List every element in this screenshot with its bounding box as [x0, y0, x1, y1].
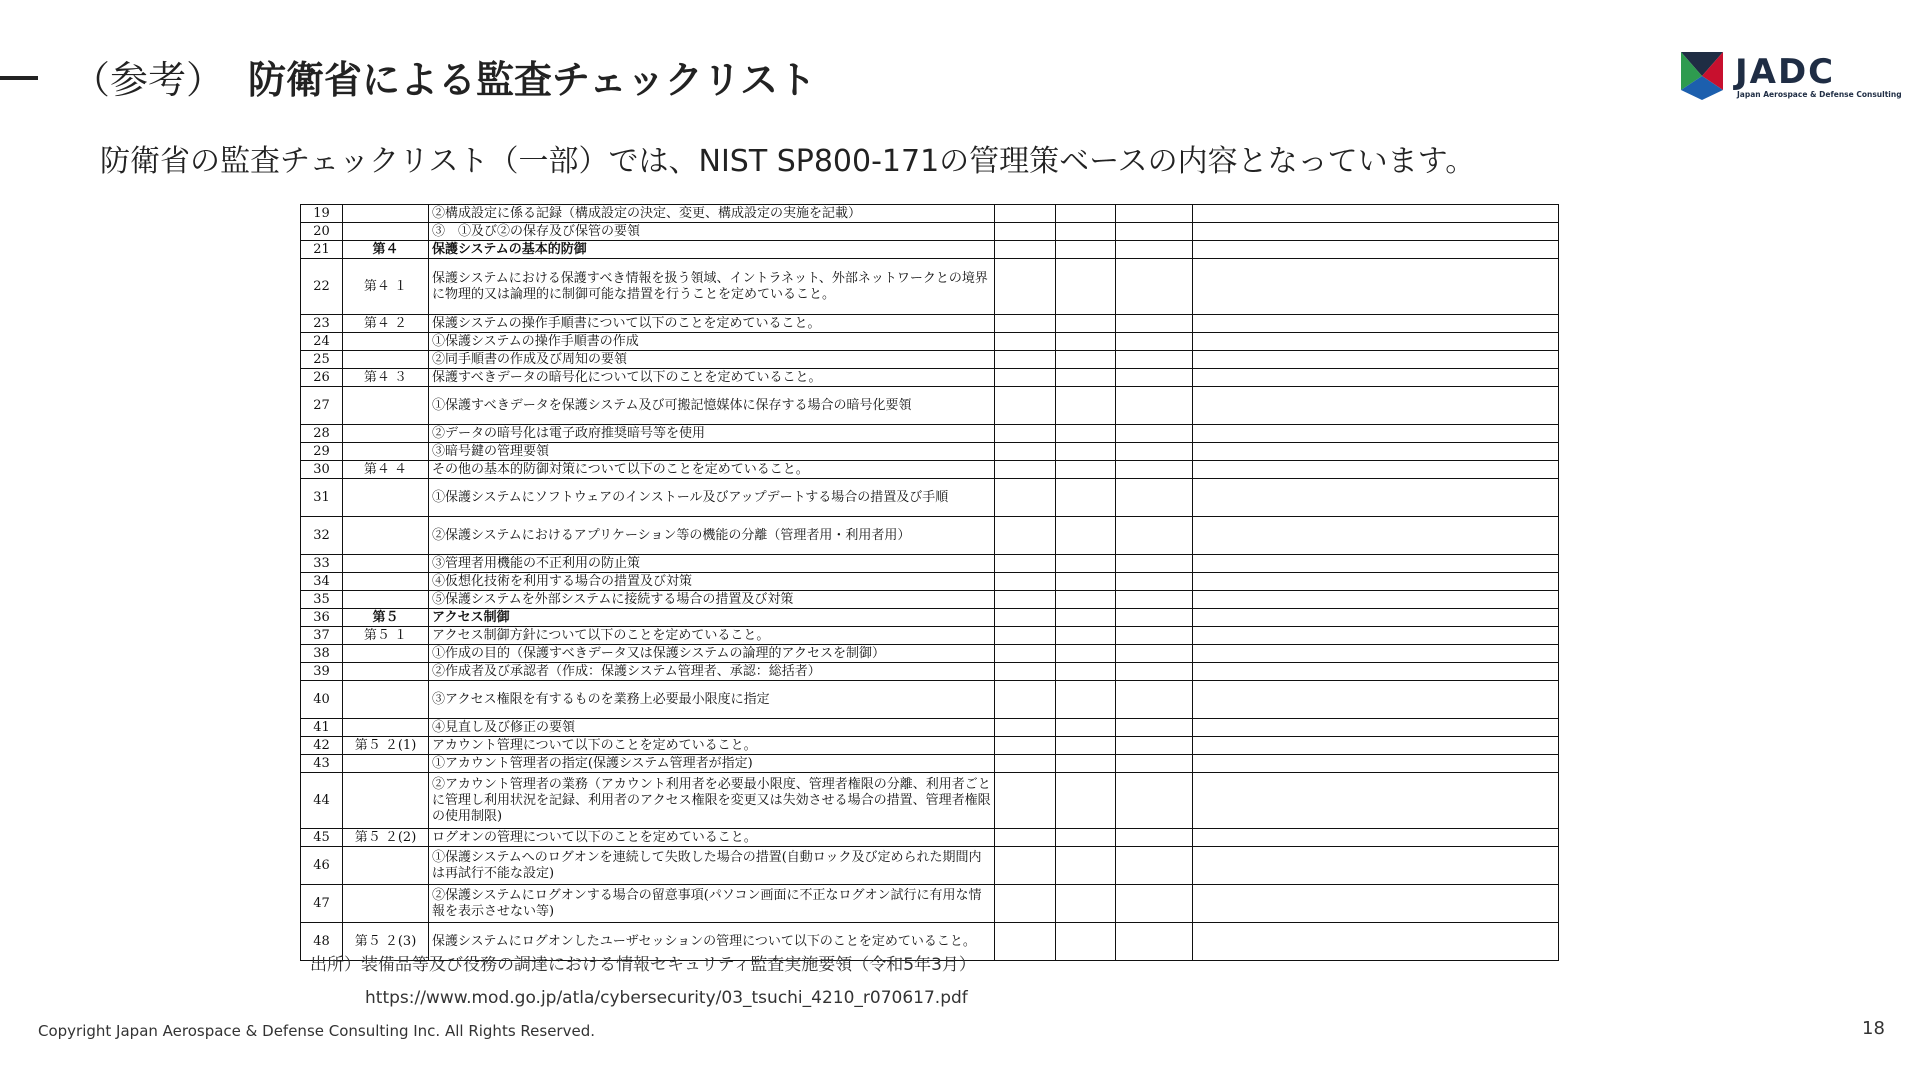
- remarks-cell: [1193, 425, 1559, 443]
- row-number-cell: 20: [301, 223, 343, 241]
- remarks-cell: [1193, 609, 1559, 627]
- check-cell-3: [1116, 333, 1193, 351]
- check-cell-1: [995, 333, 1056, 351]
- check-cell-3: [1116, 829, 1193, 847]
- remarks-cell: [1193, 755, 1559, 773]
- section-cell: [343, 517, 429, 555]
- requirement-text-cell: 保護システムにログオンしたユーザセッションの管理について以下のことを定めていること。: [429, 923, 995, 961]
- audit-checklist-table: [300, 204, 1559, 961]
- section-cell: [343, 443, 429, 461]
- check-cell-3: [1116, 315, 1193, 333]
- requirement-text-cell: ③管理者用機能の不正利用の防止策: [429, 555, 995, 573]
- table-row: [301, 479, 1559, 517]
- check-cell-1: [995, 755, 1056, 773]
- check-cell-1: [995, 387, 1056, 425]
- requirement-text-cell: ④見直し及び修正の要領: [429, 719, 995, 737]
- jadc-logo: [1677, 50, 1902, 105]
- table-row: [301, 885, 1559, 923]
- section-cell: 第４: [343, 241, 429, 259]
- remarks-cell: [1193, 923, 1559, 961]
- requirement-text-cell: 保護システムにおける保護すべき情報を扱う領域、イントラネット、外部ネットワークとの境界に物理的又は論理的に制御可能な措置を行うことを定めていること。: [429, 259, 995, 315]
- requirement-text-cell: ①保護システムにソフトウェアのインストール及びアップデートする場合の措置及び手順: [429, 479, 995, 517]
- table-row: [301, 719, 1559, 737]
- check-cell-2: [1056, 609, 1116, 627]
- table-row: [301, 461, 1559, 479]
- check-cell-2: [1056, 517, 1116, 555]
- table-row: [301, 425, 1559, 443]
- check-cell-2: [1056, 387, 1116, 425]
- row-number-cell: 25: [301, 351, 343, 369]
- table-row: [301, 627, 1559, 645]
- requirement-text-cell: ②保護システムにログオンする場合の留意事項(パソコン画面に不正なログオン試行に有用な情報を表示させない等): [429, 885, 995, 923]
- remarks-cell: [1193, 645, 1559, 663]
- section-cell: [343, 591, 429, 609]
- row-number-cell: 37: [301, 627, 343, 645]
- check-cell-2: [1056, 885, 1116, 923]
- row-number-cell: 24: [301, 333, 343, 351]
- check-cell-2: [1056, 461, 1116, 479]
- check-cell-1: [995, 591, 1056, 609]
- check-cell-2: [1056, 443, 1116, 461]
- requirement-text-cell: ①保護システムの操作手順書の作成: [429, 333, 995, 351]
- check-cell-3: [1116, 425, 1193, 443]
- check-cell-1: [995, 479, 1056, 517]
- section-cell: [343, 773, 429, 829]
- row-number-cell: 46: [301, 847, 343, 885]
- remarks-cell: [1193, 829, 1559, 847]
- check-cell-1: [995, 369, 1056, 387]
- requirement-text-cell: ③暗号鍵の管理要領: [429, 443, 995, 461]
- section-cell: 第５ ２(1): [343, 737, 429, 755]
- check-cell-1: [995, 885, 1056, 923]
- row-number-cell: 21: [301, 241, 343, 259]
- check-cell-3: [1116, 461, 1193, 479]
- section-cell: [343, 351, 429, 369]
- check-cell-2: [1056, 755, 1116, 773]
- remarks-cell: [1193, 461, 1559, 479]
- check-cell-3: [1116, 443, 1193, 461]
- check-cell-1: [995, 425, 1056, 443]
- remarks-cell: [1193, 573, 1559, 591]
- check-cell-3: [1116, 555, 1193, 573]
- check-cell-2: [1056, 773, 1116, 829]
- requirement-text-cell: ①保護システムへのログオンを連続して失敗した場合の措置(自動ロック及び定められた期間内は再試行不能な設定): [429, 847, 995, 885]
- check-cell-3: [1116, 351, 1193, 369]
- table-row: [301, 351, 1559, 369]
- check-cell-2: [1056, 591, 1116, 609]
- check-cell-3: [1116, 923, 1193, 961]
- check-cell-1: [995, 573, 1056, 591]
- check-cell-2: [1056, 829, 1116, 847]
- check-cell-1: [995, 555, 1056, 573]
- table-row: [301, 681, 1559, 719]
- remarks-cell: [1193, 333, 1559, 351]
- remarks-cell: [1193, 719, 1559, 737]
- check-cell-3: [1116, 259, 1193, 315]
- section-cell: 第５: [343, 609, 429, 627]
- row-number-cell: 27: [301, 387, 343, 425]
- check-cell-1: [995, 627, 1056, 645]
- check-cell-3: [1116, 479, 1193, 517]
- check-cell-2: [1056, 923, 1116, 961]
- check-cell-1: [995, 663, 1056, 681]
- check-cell-1: [995, 645, 1056, 663]
- check-cell-3: [1116, 223, 1193, 241]
- check-cell-2: [1056, 627, 1116, 645]
- remarks-cell: [1193, 479, 1559, 517]
- check-cell-1: [995, 517, 1056, 555]
- table-row: [301, 847, 1559, 885]
- requirement-text-cell: ③ ①及び②の保存及び保管の要領: [429, 223, 995, 241]
- check-cell-1: [995, 681, 1056, 719]
- check-cell-3: [1116, 847, 1193, 885]
- section-cell: [343, 847, 429, 885]
- table-row: [301, 573, 1559, 591]
- check-cell-2: [1056, 315, 1116, 333]
- check-cell-3: [1116, 663, 1193, 681]
- section-cell: [343, 755, 429, 773]
- check-cell-3: [1116, 205, 1193, 223]
- source-note: 出所）装備品等及び役務の調達における情報セキュリティ監査実施要領（令和5年3月）: [310, 955, 976, 975]
- check-cell-2: [1056, 719, 1116, 737]
- logo-tagline: Japan Aerospace & Defense Consulting: [1737, 90, 1902, 99]
- requirement-text-cell: ②構成設定に係る記録（構成設定の決定、変更、構成設定の実施を記載）: [429, 205, 995, 223]
- section-cell: 第４ １: [343, 259, 429, 315]
- copyright: Copyright Japan Aerospace & Defense Consulting Inc. All Rights Reserved.: [38, 1022, 595, 1040]
- row-number-cell: 32: [301, 517, 343, 555]
- section-cell: [343, 885, 429, 923]
- table-row: [301, 333, 1559, 351]
- row-number-cell: 45: [301, 829, 343, 847]
- table-row: [301, 387, 1559, 425]
- check-cell-2: [1056, 555, 1116, 573]
- row-number-cell: 48: [301, 923, 343, 961]
- requirement-text-cell: ②保護システムにおけるアプリケーション等の機能の分離（管理者用・利用者用）: [429, 517, 995, 555]
- row-number-cell: 41: [301, 719, 343, 737]
- requirement-text-cell: ⑤保護システムを外部システムに接続する場合の措置及び対策: [429, 591, 995, 609]
- check-cell-2: [1056, 681, 1116, 719]
- section-cell: [343, 205, 429, 223]
- section-cell: [343, 663, 429, 681]
- row-number-cell: 42: [301, 737, 343, 755]
- jadc-logo-mark-icon: [1677, 50, 1727, 102]
- table-row: [301, 241, 1559, 259]
- check-cell-3: [1116, 517, 1193, 555]
- check-cell-2: [1056, 369, 1116, 387]
- check-cell-2: [1056, 351, 1116, 369]
- check-cell-2: [1056, 737, 1116, 755]
- check-cell-3: [1116, 241, 1193, 259]
- row-number-cell: 28: [301, 425, 343, 443]
- audit-table-body: [301, 205, 1559, 961]
- table-row: [301, 205, 1559, 223]
- remarks-cell: [1193, 315, 1559, 333]
- row-number-cell: 19: [301, 205, 343, 223]
- section-cell: 第５ １: [343, 627, 429, 645]
- table-row: [301, 663, 1559, 681]
- requirement-text-cell: 保護システムの基本的防御: [429, 241, 995, 259]
- check-cell-1: [995, 737, 1056, 755]
- check-cell-3: [1116, 609, 1193, 627]
- row-number-cell: 44: [301, 773, 343, 829]
- check-cell-1: [995, 719, 1056, 737]
- check-cell-1: [995, 351, 1056, 369]
- row-number-cell: 43: [301, 755, 343, 773]
- table-row: [301, 737, 1559, 755]
- row-number-cell: 31: [301, 479, 343, 517]
- check-cell-2: [1056, 223, 1116, 241]
- check-cell-3: [1116, 755, 1193, 773]
- title-text: 防衛省による監査チェックリスト: [248, 58, 817, 102]
- section-cell: [343, 425, 429, 443]
- requirement-text-cell: ④仮想化技術を利用する場合の措置及び対策: [429, 573, 995, 591]
- table-row: [301, 555, 1559, 573]
- remarks-cell: [1193, 847, 1559, 885]
- remarks-cell: [1193, 223, 1559, 241]
- requirement-text-cell: 保護すべきデータの暗号化について以下のことを定めていること。: [429, 369, 995, 387]
- check-cell-3: [1116, 885, 1193, 923]
- remarks-cell: [1193, 737, 1559, 755]
- check-cell-3: [1116, 369, 1193, 387]
- check-cell-2: [1056, 645, 1116, 663]
- row-number-cell: 26: [301, 369, 343, 387]
- remarks-cell: [1193, 369, 1559, 387]
- check-cell-3: [1116, 627, 1193, 645]
- remarks-cell: [1193, 627, 1559, 645]
- table-row: [301, 829, 1559, 847]
- requirement-text-cell: ②アカウント管理者の業務（アカウント利用者を必要最小限度、管理者権限の分離、利用者ごとに管理し利用状況を記録、利用者のアクセス権限を変更又は失効させる場合の措置、管理者権限の使用制限): [429, 773, 995, 829]
- requirement-text-cell: アクセス制御: [429, 609, 995, 627]
- section-cell: [343, 479, 429, 517]
- requirement-text-cell: ②作成者及び承認者（作成：保護システム管理者、承認：総括者）: [429, 663, 995, 681]
- check-cell-3: [1116, 591, 1193, 609]
- section-cell: [343, 573, 429, 591]
- check-cell-3: [1116, 387, 1193, 425]
- table-row: [301, 517, 1559, 555]
- requirement-text-cell: アカウント管理について以下のことを定めていること。: [429, 737, 995, 755]
- section-cell: [343, 681, 429, 719]
- check-cell-1: [995, 443, 1056, 461]
- section-cell: 第５ ２(2): [343, 829, 429, 847]
- check-cell-2: [1056, 205, 1116, 223]
- remarks-cell: [1193, 387, 1559, 425]
- title-paren-label: （参考）: [72, 58, 225, 102]
- requirement-text-cell: ログオンの管理について以下のことを定めていること。: [429, 829, 995, 847]
- table-row: [301, 259, 1559, 315]
- check-cell-3: [1116, 681, 1193, 719]
- section-cell: 第４ ３: [343, 369, 429, 387]
- row-number-cell: 22: [301, 259, 343, 315]
- check-cell-3: [1116, 573, 1193, 591]
- check-cell-1: [995, 205, 1056, 223]
- check-cell-1: [995, 241, 1056, 259]
- page-number: 18: [1862, 1018, 1885, 1039]
- requirement-text-cell: ①保護すべきデータを保護システム及び可搬記憶媒体に保存する場合の暗号化要領: [429, 387, 995, 425]
- check-cell-2: [1056, 573, 1116, 591]
- logo-brand: JADC: [1735, 52, 1836, 92]
- table-row: [301, 315, 1559, 333]
- table-row: [301, 755, 1559, 773]
- row-number-cell: 34: [301, 573, 343, 591]
- section-cell: 第４ ２: [343, 315, 429, 333]
- check-cell-2: [1056, 241, 1116, 259]
- section-cell: [343, 719, 429, 737]
- remarks-cell: [1193, 681, 1559, 719]
- check-cell-1: [995, 223, 1056, 241]
- check-cell-1: [995, 461, 1056, 479]
- remarks-cell: [1193, 663, 1559, 681]
- check-cell-2: [1056, 847, 1116, 885]
- table-row: [301, 591, 1559, 609]
- remarks-cell: [1193, 241, 1559, 259]
- remarks-cell: [1193, 205, 1559, 223]
- check-cell-3: [1116, 773, 1193, 829]
- section-cell: [343, 555, 429, 573]
- row-number-cell: 47: [301, 885, 343, 923]
- check-cell-2: [1056, 479, 1116, 517]
- check-cell-1: [995, 923, 1056, 961]
- table-row: [301, 773, 1559, 829]
- section-cell: [343, 645, 429, 663]
- check-cell-1: [995, 259, 1056, 315]
- row-number-cell: 35: [301, 591, 343, 609]
- requirement-text-cell: アクセス制御方針について以下のことを定めていること。: [429, 627, 995, 645]
- requirement-text-cell: ③アクセス権限を有するものを業務上必要最小限度に指定: [429, 681, 995, 719]
- check-cell-3: [1116, 719, 1193, 737]
- check-cell-1: [995, 847, 1056, 885]
- title-accent-bar: [0, 76, 38, 80]
- table-row: [301, 443, 1559, 461]
- check-cell-1: [995, 829, 1056, 847]
- check-cell-3: [1116, 737, 1193, 755]
- section-cell: [343, 387, 429, 425]
- remarks-cell: [1193, 591, 1559, 609]
- page-title: [72, 50, 816, 110]
- section-cell: 第４ ４: [343, 461, 429, 479]
- row-number-cell: 36: [301, 609, 343, 627]
- section-cell: 第５ ２(3): [343, 923, 429, 961]
- row-number-cell: 30: [301, 461, 343, 479]
- row-number-cell: 33: [301, 555, 343, 573]
- check-cell-2: [1056, 259, 1116, 315]
- section-cell: [343, 223, 429, 241]
- remarks-cell: [1193, 773, 1559, 829]
- remarks-cell: [1193, 259, 1559, 315]
- check-cell-1: [995, 315, 1056, 333]
- table-row: [301, 223, 1559, 241]
- check-cell-2: [1056, 333, 1116, 351]
- section-cell: [343, 333, 429, 351]
- table-row: [301, 369, 1559, 387]
- requirement-text-cell: その他の基本的防御対策について以下のことを定めていること。: [429, 461, 995, 479]
- table-row: [301, 645, 1559, 663]
- subtitle: 防衛省の監査チェックリスト（一部）では、NIST SP800-171の管理策ベースの内容となっています。: [100, 144, 1476, 179]
- source-url: https://www.mod.go.jp/atla/cybersecurity/03_tsuchi_4210_r070617.pdf: [365, 988, 968, 1008]
- check-cell-1: [995, 773, 1056, 829]
- requirement-text-cell: ②同手順書の作成及び周知の要領: [429, 351, 995, 369]
- table-row: [301, 609, 1559, 627]
- remarks-cell: [1193, 443, 1559, 461]
- row-number-cell: 40: [301, 681, 343, 719]
- row-number-cell: 38: [301, 645, 343, 663]
- remarks-cell: [1193, 555, 1559, 573]
- remarks-cell: [1193, 351, 1559, 369]
- requirement-text-cell: ①アカウント管理者の指定(保護システム管理者が指定): [429, 755, 995, 773]
- requirement-text-cell: 保護システムの操作手順書について以下のことを定めていること。: [429, 315, 995, 333]
- row-number-cell: 23: [301, 315, 343, 333]
- check-cell-2: [1056, 663, 1116, 681]
- check-cell-3: [1116, 645, 1193, 663]
- requirement-text-cell: ①作成の目的（保護すべきデータ又は保護システムの論理的アクセスを制御）: [429, 645, 995, 663]
- remarks-cell: [1193, 885, 1559, 923]
- check-cell-1: [995, 609, 1056, 627]
- row-number-cell: 29: [301, 443, 343, 461]
- remarks-cell: [1193, 517, 1559, 555]
- requirement-text-cell: ②データの暗号化は電子政府推奨暗号等を使用: [429, 425, 995, 443]
- check-cell-2: [1056, 425, 1116, 443]
- row-number-cell: 39: [301, 663, 343, 681]
